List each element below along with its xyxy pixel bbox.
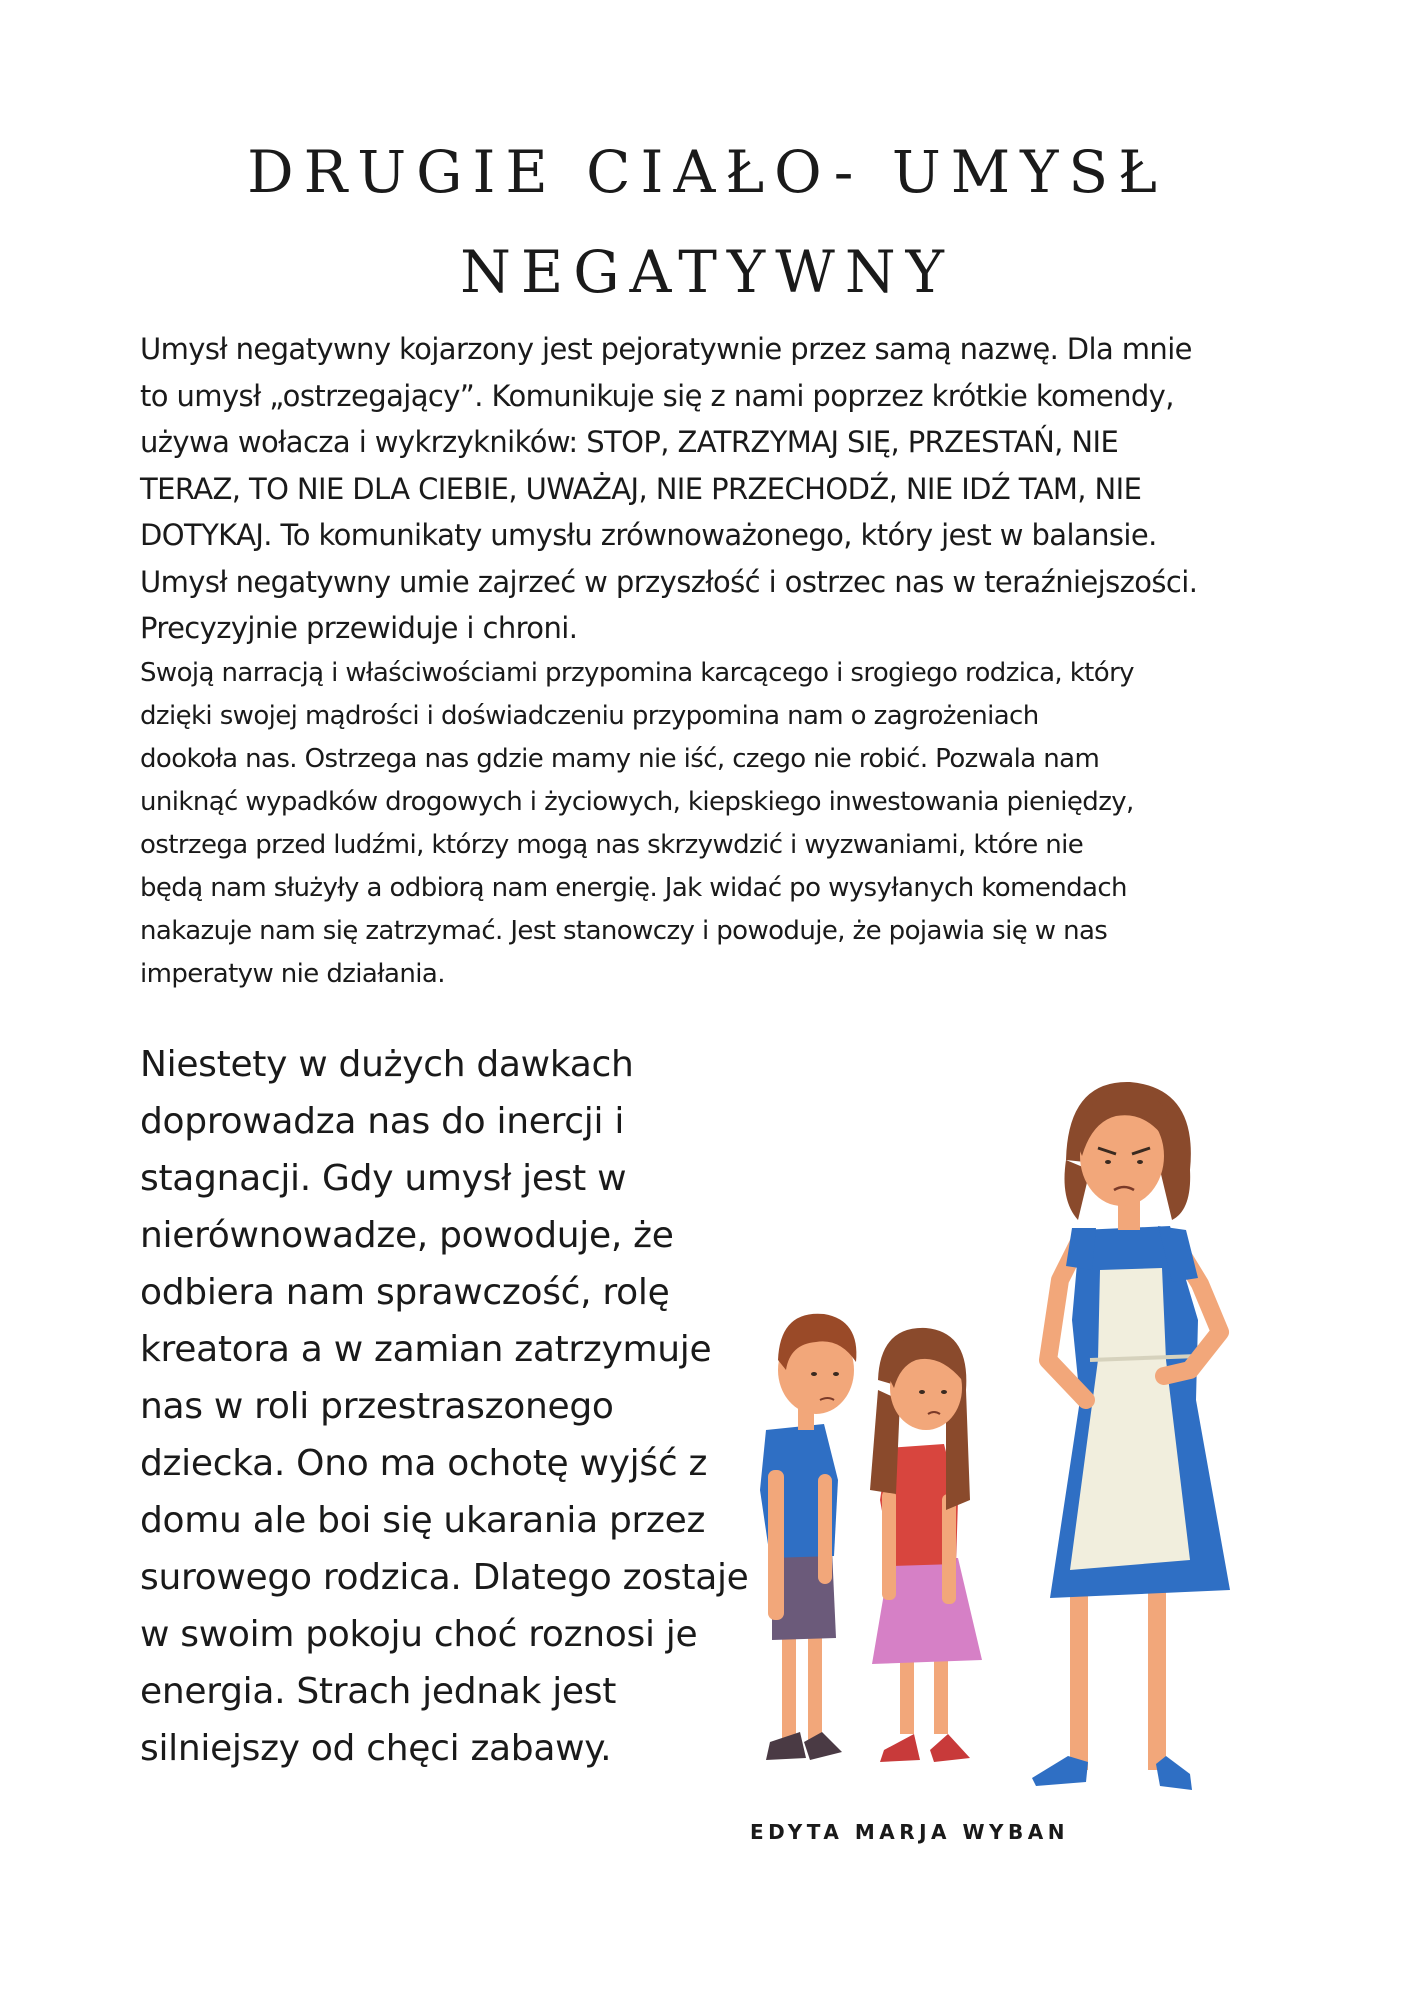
- author-signature: EDYTA MARJA WYBAN: [750, 1820, 1069, 1844]
- large-line: odbiera nam sprawczość, rolę: [140, 1272, 670, 1313]
- large-line: nierównowadze, powoduje, że: [140, 1215, 674, 1256]
- intro-line: Umysł negatywny umie zajrzeć w przyszłość i ostrzec nas w teraźniejszości.: [140, 564, 1198, 599]
- large-line: doprowadza nas do inercji i: [140, 1101, 625, 1142]
- intro-line: używa wołacza i wykrzykników: STOP, ZATRZYMAJ SIĘ, PRZESTAŃ, NIE: [140, 425, 1119, 459]
- scolding-mother-with-children-illustration: [720, 1070, 1320, 1800]
- girl-figure: [870, 1328, 982, 1762]
- large-line: stagnacji. Gdy umysł jest w: [140, 1158, 627, 1199]
- narration-line: dzięki swojej mądrości i doświadczeniu przypomina nam o zagrożeniach: [140, 701, 1039, 731]
- narration-line: będą nam służyły a odbiorą nam energię. Jak widać po wysyłanych komendach: [140, 873, 1127, 903]
- intro-line: Precyzyjnie przewiduje i chroni.: [140, 611, 578, 645]
- large-line: w swoim pokoju choć roznosi je: [140, 1614, 698, 1655]
- intro-line: to umysł „ostrzegający”. Komunikuje się z nami poprzez krótkie komendy,: [140, 378, 1174, 413]
- large-line: energia. Strach jednak jest: [140, 1671, 617, 1712]
- boy-figure: [760, 1314, 856, 1760]
- title-line-2: NEGATYWNY: [460, 238, 954, 306]
- large-line: nas w roli przestraszonego: [140, 1386, 614, 1427]
- intro-line: DOTYKAJ. To komunikaty umysłu zrównoważonego, który jest w balansie.: [140, 518, 1157, 552]
- large-line: dziecka. Ono ma ochotę wyjść z: [140, 1443, 708, 1484]
- narration-line: imperatyw nie działania.: [140, 959, 445, 989]
- large-line: domu ale boi się ukarania przez: [140, 1500, 706, 1541]
- page-title: [0, 122, 1414, 322]
- large-paragraph: [140, 1036, 749, 1777]
- intro-line: TERAZ, TO NIE DLA CIEBIE, UWAŻAJ, NIE PRZECHODŹ, NIE IDŹ TAM, NIE: [140, 471, 1142, 506]
- mother-figure: [1032, 1082, 1230, 1790]
- narration-paragraph: [140, 652, 1280, 996]
- large-line: kreatora a w zamian zatrzymuje: [140, 1329, 712, 1370]
- large-line: silniejszy od chęci zabawy.: [140, 1728, 612, 1769]
- intro-paragraph: [140, 326, 1280, 652]
- narration-line: Swoją narracją i właściwościami przypomina karcącego i srogiego rodzica, który: [140, 658, 1134, 688]
- large-line: Niestety w dużych dawkach: [140, 1044, 634, 1085]
- large-line: surowego rodzica. Dlatego zostaje: [140, 1557, 749, 1598]
- narration-line: nakazuje nam się zatrzymać. Jest stanowczy i powoduje, że pojawia się w nas: [140, 916, 1108, 946]
- narration-line: uniknąć wypadków drogowych i życiowych, kiepskiego inwestowania pieniędzy,: [140, 787, 1134, 817]
- title-line-1: DRUGIE CIAŁO- UMYSŁ: [247, 138, 1167, 206]
- narration-line: ostrzega przed ludźmi, którzy mogą nas skrzywdzić i wyzwaniami, które nie: [140, 830, 1084, 860]
- intro-line: Umysł negatywny kojarzony jest pejoratywnie przez samą nazwę. Dla mnie: [140, 332, 1192, 366]
- narration-line: dookoła nas. Ostrzega nas gdzie mamy nie iść, czego nie robić. Pozwala nam: [140, 744, 1100, 774]
